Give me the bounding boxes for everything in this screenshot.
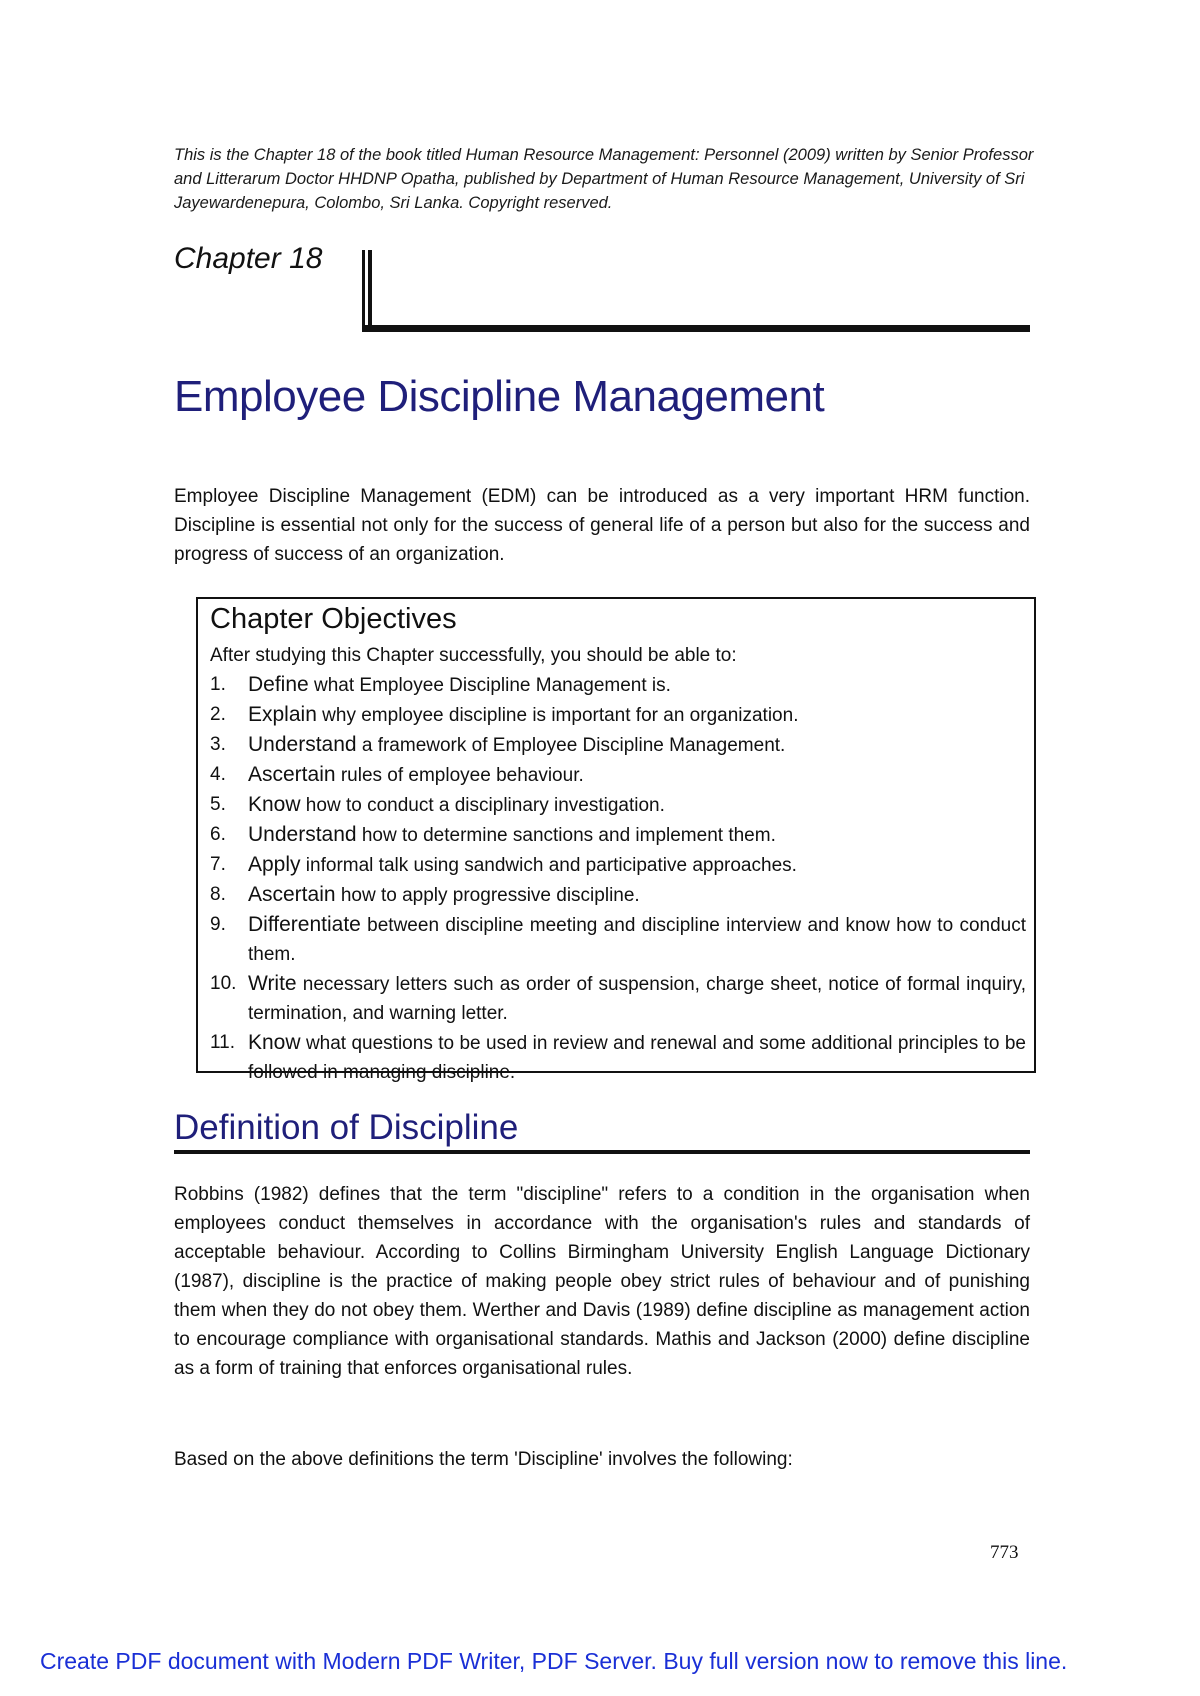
section-title: Definition of Discipline xyxy=(174,1108,519,1147)
objective-number: 8. xyxy=(210,884,226,905)
objective-text xyxy=(248,880,1026,910)
objective-rest: informal talk using sandwich and participative approaches. xyxy=(300,855,797,876)
chapter-label: Chapter 18 xyxy=(174,242,323,275)
objective-text xyxy=(248,969,1026,1028)
objective-text xyxy=(248,670,1026,700)
objective-verb: Ascertain xyxy=(248,763,336,786)
chapter-rule-vertical-2 xyxy=(368,250,372,330)
objective-text xyxy=(248,820,1026,850)
objective-verb: Understand xyxy=(248,823,357,846)
objective-number: 10. xyxy=(210,973,237,994)
objective-item xyxy=(210,850,1026,880)
objective-text xyxy=(248,1028,1026,1087)
objective-item xyxy=(210,969,1026,1028)
objective-rest: how to conduct a disciplinary investigation. xyxy=(300,795,665,816)
pdf-writer-watermark: Create PDF document with Modern PDF Writer, PDF Server. Buy full version now to remove this line. xyxy=(40,1648,1068,1674)
objective-item xyxy=(210,1028,1026,1087)
objective-number: 6. xyxy=(210,824,226,845)
objective-item xyxy=(210,760,1026,790)
objective-number: 2. xyxy=(210,704,226,725)
objective-verb: Ascertain xyxy=(248,883,336,906)
objective-verb: Know xyxy=(248,1031,301,1054)
chapter-objectives-box xyxy=(196,597,1036,1083)
objective-verb: Define xyxy=(248,673,309,696)
objective-rest: how to determine sanctions and implement them. xyxy=(356,825,776,846)
objective-text xyxy=(248,790,1026,820)
objective-text xyxy=(248,700,1026,730)
objectives-heading: Chapter Objectives xyxy=(210,603,457,635)
objective-number: 1. xyxy=(210,674,226,695)
objective-rest: necessary letters such as order of suspension, charge sheet, notice of formal inquiry, termination, and warning letter. xyxy=(248,974,1026,1024)
page-number: 773 xyxy=(990,1542,1019,1563)
objective-rest: between discipline meeting and discipline interview and know how to conduct them. xyxy=(248,915,1026,965)
objectives-intro: After studying this Chapter successfully, you should be able to: xyxy=(210,645,737,666)
objective-number: 5. xyxy=(210,794,226,815)
chapter-title: Employee Discipline Management xyxy=(174,372,825,421)
definition-followup: Based on the above definitions the term 'Discipline' involves the following: xyxy=(174,1449,793,1470)
objective-verb: Apply xyxy=(248,853,301,876)
chapter-rule-horizontal xyxy=(362,325,1030,332)
objective-number: 11. xyxy=(210,1032,236,1053)
objective-item xyxy=(210,820,1026,850)
objective-number: 4. xyxy=(210,764,226,785)
objective-number: 7. xyxy=(210,854,226,875)
intro-paragraph: Employee Discipline Management (EDM) can be introduced as a very important HRM function. Discipline is essential not only for the success of general life of a person but also for the success and progress of success of an organization. xyxy=(174,486,1030,565)
objective-number: 9. xyxy=(210,914,226,935)
objective-item xyxy=(210,910,1026,969)
objective-verb: Write xyxy=(248,972,297,995)
objective-item xyxy=(210,790,1026,820)
objective-verb: Explain xyxy=(248,703,317,726)
objective-rest: rules of employee behaviour. xyxy=(335,765,584,786)
objective-number: 3. xyxy=(210,734,226,755)
objectives-list xyxy=(210,670,1026,1087)
chapter-rule-vertical-1 xyxy=(362,250,365,328)
objective-rest: a framework of Employee Discipline Management. xyxy=(356,735,786,756)
objective-text xyxy=(248,850,1026,880)
objective-text xyxy=(248,910,1026,969)
section-rule xyxy=(174,1150,1030,1154)
objective-rest: what Employee Discipline Management is. xyxy=(308,675,671,696)
objective-text xyxy=(248,730,1026,760)
definition-paragraph: Robbins (1982) defines that the term "discipline" refers to a condition in the organisation when employees conduct themselves in accordance with the organisation's rules and standards of acceptable behaviour. According to Collins Birmingham University English Language Dictionary (1987), discipline is the practice of making people obey strict rules of behaviour and of punishing them when they do not obey them. Werther and Davis (1989) define discipline as management action to encourage compliance with organisational standards. Mathis and Jackson (2000) define discipline as a form of training that enforces organisational rules. xyxy=(174,1184,1030,1379)
objective-verb: Differentiate xyxy=(248,913,361,936)
objective-item xyxy=(210,730,1026,760)
objective-item xyxy=(210,880,1026,910)
objective-rest: how to apply progressive discipline. xyxy=(335,885,640,906)
header-note: This is the Chapter 18 of the book titled Human Resource Management: Personnel (2009) written by Senior Professor and Litterarum Doctor HHDNP Opatha, published by Department of Human Resource Management, University of Sri Jayewardenepura, Colombo, Sri Lanka. Copyright reserved. xyxy=(174,146,1034,212)
objective-text xyxy=(248,760,1026,790)
objective-rest: what questions to be used in review and renewal and some additional principles to be followed in managing discipline. xyxy=(248,1033,1026,1083)
objective-item xyxy=(210,670,1026,700)
objective-verb: Understand xyxy=(248,733,357,756)
objective-rest: why employee discipline is important for an organization. xyxy=(316,705,799,726)
objective-verb: Know xyxy=(248,793,301,816)
objective-item xyxy=(210,700,1026,730)
